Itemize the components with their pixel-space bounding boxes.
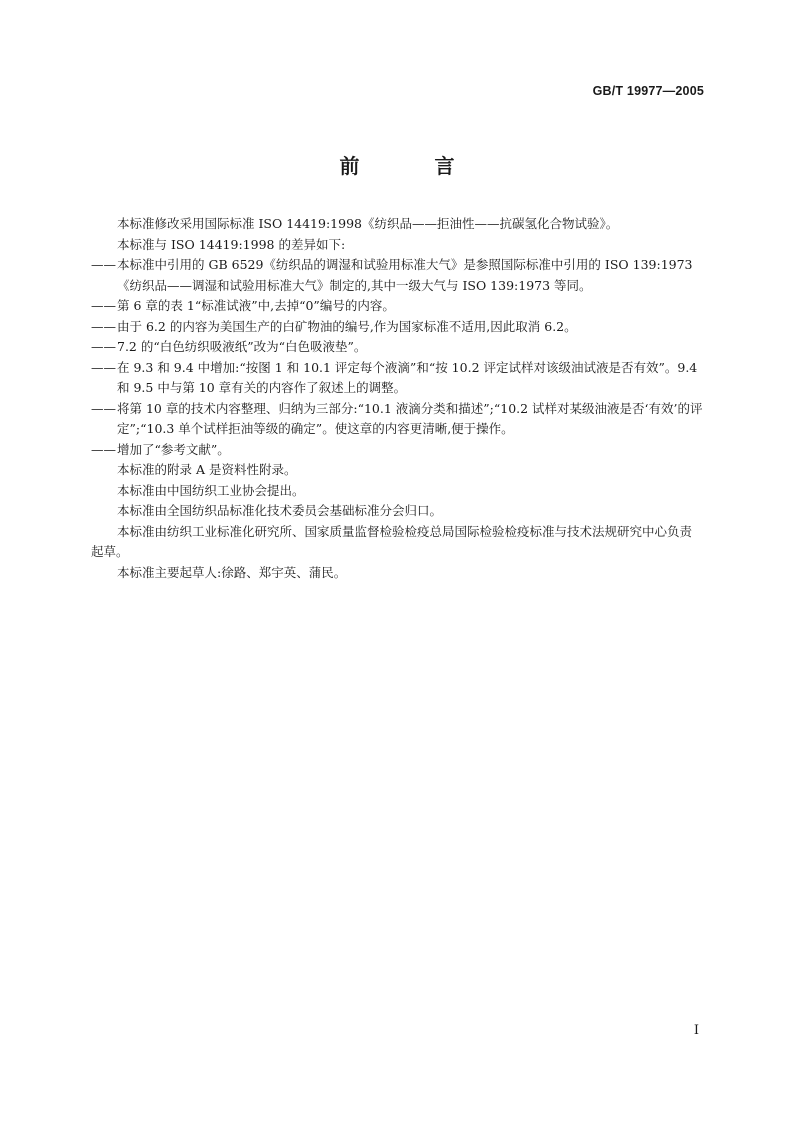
list-item-text: 本标准中引用的 GB 6529《纺织品的调湿和试验用标准大气》是参照国际标准中引用的 ISO 139:1973《纺织品——调湿和试验用标准大气》制定的,其中一级大气与 ISO 139:1973 等同。: [117, 257, 693, 293]
dash-marker: ——: [91, 339, 116, 354]
page-title: 前 言: [339, 154, 489, 178]
dash-marker: ——: [91, 257, 116, 272]
differences-list: [91, 255, 703, 460]
list-item: [91, 399, 703, 440]
dash-marker: ——: [91, 298, 116, 313]
list-item: [91, 255, 703, 296]
list-item: [91, 358, 703, 399]
list-item-text: 增加了“参考文献”。: [117, 441, 230, 457]
dash-marker: ——: [91, 441, 116, 457]
dash-marker: ——: [91, 359, 116, 375]
dash-marker: ——: [91, 318, 116, 334]
paragraph-adoption: 本标准修改采用国际标准 ISO 14419:1998《纺织品——拒油性——抗碳氢化合物试验》。: [117, 216, 619, 231]
dash-marker: ——: [91, 400, 116, 416]
paragraph-drafting-org: 本标准由纺织工业标准化研究所、国家质量监督检验检疫总局国际检验检疫标准与技术法规研究中心负责起草。: [91, 523, 693, 559]
paragraph-committee: 本标准由全国纺织品标准化技术委员会基础标准分会归口。: [117, 503, 443, 518]
list-item-text: 将第 10 章的技术内容整理、归纳为三部分:“10.1 液滴分类和描述”;“10.2 试样对某级油液是否‘有效’的评定”;“10.3 单个试样拒油等级的确定”。使这章的内容更清晰,便于操作。: [117, 400, 703, 436]
list-item-text: 7.2 的“白色纺织吸液纸”改为“白色吸液垫”。: [117, 339, 367, 354]
list-item: [91, 296, 703, 317]
page-number: I: [693, 1023, 699, 1038]
paragraph-drafters: 本标准主要起草人:徐路、郑宇英、蒲民。: [117, 564, 347, 580]
list-item-text: 由于 6.2 的内容为美国生产的白矿物油的编号,作为国家标准不适用,因此取消 6.2。: [117, 318, 577, 334]
standard-code: GB/T 19977—2005: [592, 84, 704, 98]
foreword-body: [91, 214, 703, 583]
list-item-text: 第 6 章的表 1“标准试液”中,去掉“0”编号的内容。: [117, 298, 395, 313]
paragraph-annex: 本标准的附录 A 是资料性附录。: [117, 462, 297, 477]
list-item: [91, 337, 703, 358]
paragraph-differences-intro: 本标准与 ISO 14419:1998 的差异如下:: [117, 236, 346, 252]
list-item: [91, 440, 703, 461]
list-item: [91, 317, 703, 338]
list-item-text: 在 9.3 和 9.4 中增加:“按图 1 和 10.1 评定每个液滴”和“按 10.2 评定试样对该级油试液是否有效”。9.4 和 9.5 中与第 10 章有关的内容作了叙述上的调整。: [117, 359, 698, 395]
paragraph-proposer: 本标准由中国纺织工业协会提出。: [117, 482, 305, 498]
